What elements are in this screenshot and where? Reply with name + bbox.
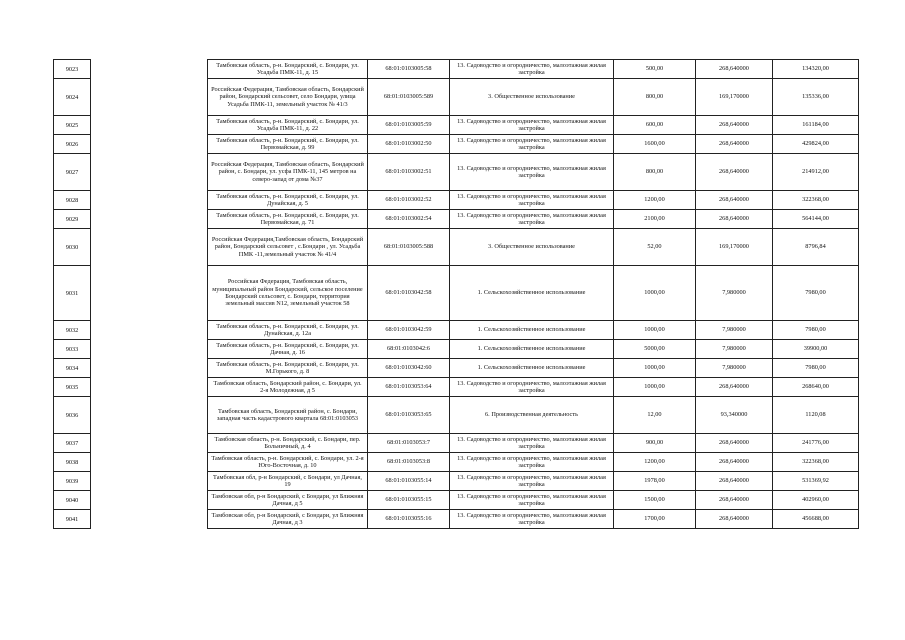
cell-land-use: 13. Садоводство и огородничество, малоэтажная жилая застройка bbox=[450, 154, 614, 191]
cell-cadastral-value: 7980,00 bbox=[773, 359, 859, 378]
cell-cadastral-value: 564144,00 bbox=[773, 210, 859, 229]
cell-rate: 268,640000 bbox=[696, 154, 773, 191]
cell-cadastral-number: 68:01:0103005:589 bbox=[368, 79, 450, 116]
table-row bbox=[208, 266, 859, 321]
cell-cadastral-value: 268640,00 bbox=[773, 378, 859, 397]
cell-cadastral-number: 68:01:0103005:588 bbox=[368, 229, 450, 266]
cell-row-number: 9037 bbox=[54, 434, 91, 453]
cell-area: 800,00 bbox=[614, 154, 696, 191]
cell-area: 1000,00 bbox=[614, 378, 696, 397]
cell-cadastral-value: 7980,00 bbox=[773, 321, 859, 340]
cell-row-number: 9033 bbox=[54, 340, 91, 359]
cell-land-use: 13. Садоводство и огородничество, малоэтажная жилая застройка bbox=[450, 135, 614, 154]
cell-rate: 169,170000 bbox=[696, 229, 773, 266]
cell-row-number: 9031 bbox=[54, 266, 91, 321]
row-number-row bbox=[54, 79, 91, 116]
cell-area: 1200,00 bbox=[614, 453, 696, 472]
cell-address: Тамбовская область, р-н. Бондарский, с. Бондари, ул. Дунайская, д. 5 bbox=[208, 191, 368, 210]
cell-area: 12,00 bbox=[614, 397, 696, 434]
cell-land-use: 6. Производственная деятельность bbox=[450, 397, 614, 434]
cell-cadastral-value: 531369,92 bbox=[773, 472, 859, 491]
cell-rate: 7,980000 bbox=[696, 321, 773, 340]
cell-cadastral-number: 68:01:0103053:8 bbox=[368, 453, 450, 472]
cell-land-use: 3. Общественное использование bbox=[450, 79, 614, 116]
cell-cadastral-value: 322368,00 bbox=[773, 191, 859, 210]
cell-cadastral-value: 161184,00 bbox=[773, 116, 859, 135]
table-row bbox=[208, 79, 859, 116]
table-row bbox=[208, 340, 859, 359]
table-row bbox=[208, 510, 859, 529]
cell-area: 500,00 bbox=[614, 60, 696, 79]
row-number-row bbox=[54, 491, 91, 510]
cell-rate: 268,640000 bbox=[696, 510, 773, 529]
cell-cadastral-value: 241776,00 bbox=[773, 434, 859, 453]
cell-cadastral-value: 214912,00 bbox=[773, 154, 859, 191]
cell-cadastral-value: 322368,00 bbox=[773, 453, 859, 472]
cell-row-number: 9028 bbox=[54, 191, 91, 210]
cell-rate: 7,980000 bbox=[696, 340, 773, 359]
cell-address: Тамбовская область, р-н. Бондарский, с. Бондари, ул. Первомайская, д. 71 bbox=[208, 210, 368, 229]
table-row bbox=[208, 116, 859, 135]
cell-rate: 268,640000 bbox=[696, 135, 773, 154]
table-row bbox=[208, 321, 859, 340]
row-number-row bbox=[54, 397, 91, 434]
cell-area: 800,00 bbox=[614, 79, 696, 116]
cell-land-use: 13. Садоводство и огородничество, малоэтажная жилая застройка bbox=[450, 60, 614, 79]
cell-land-use: 13. Садоводство и огородничество, малоэтажная жилая застройка bbox=[450, 378, 614, 397]
table-row bbox=[208, 135, 859, 154]
cell-address: Тамбовская область, р-н. Бондарский, с. Бондари, ул. М.Горького, д. 8 bbox=[208, 359, 368, 378]
cell-cadastral-number: 68:01:0103042:59 bbox=[368, 321, 450, 340]
row-number-column bbox=[53, 59, 91, 529]
cell-land-use: 13. Садоводство и огородничество, малоэтажная жилая застройка bbox=[450, 210, 614, 229]
cell-land-use: 13. Садоводство и огородничество, малоэтажная жилая застройка bbox=[450, 191, 614, 210]
cell-land-use: 13. Садоводство и огородничество, малоэтажная жилая застройка bbox=[450, 434, 614, 453]
table-row bbox=[208, 397, 859, 434]
cell-area: 1000,00 bbox=[614, 359, 696, 378]
table-row bbox=[208, 472, 859, 491]
cell-land-use: 13. Садоводство и огородничество, малоэтажная жилая застройка bbox=[450, 453, 614, 472]
cell-row-number: 9024 bbox=[54, 79, 91, 116]
cell-cadastral-value: 8796,84 bbox=[773, 229, 859, 266]
row-number-row bbox=[54, 340, 91, 359]
cell-rate: 268,640000 bbox=[696, 491, 773, 510]
table-row bbox=[208, 359, 859, 378]
cell-cadastral-number: 68:01:0103055:15 bbox=[368, 491, 450, 510]
cell-cadastral-value: 402960,00 bbox=[773, 491, 859, 510]
cell-row-number: 9040 bbox=[54, 491, 91, 510]
cell-row-number: 9026 bbox=[54, 135, 91, 154]
cell-address: Тамбовская область, р-н. Бондарский, с. Бондари, ул. Усадьба ПМК-11, д. 15 bbox=[208, 60, 368, 79]
cell-row-number: 9039 bbox=[54, 472, 91, 491]
cell-row-number: 9041 bbox=[54, 510, 91, 529]
cell-rate: 268,640000 bbox=[696, 434, 773, 453]
table-row bbox=[208, 491, 859, 510]
cell-cadastral-value: 7980,00 bbox=[773, 266, 859, 321]
cell-area: 1000,00 bbox=[614, 266, 696, 321]
cell-rate: 268,640000 bbox=[696, 472, 773, 491]
row-number-row bbox=[54, 135, 91, 154]
cell-cadastral-value: 429824,00 bbox=[773, 135, 859, 154]
cell-address: Тамбовская обл, р-н Бондарский, с Бондари, ул Дачная, 19 bbox=[208, 472, 368, 491]
cell-address: Российская Федерация,Тамбовская область, Бондарский район, Бондарский сельсовет , с.Бондари , ул. Усадьба ПМК -11,земельный участок № 41/4 bbox=[208, 229, 368, 266]
row-number-row bbox=[54, 60, 91, 79]
cell-land-use: 1. Сельскохозяйственное использование bbox=[450, 321, 614, 340]
row-number-row bbox=[54, 453, 91, 472]
cell-row-number: 9025 bbox=[54, 116, 91, 135]
cell-area: 2100,00 bbox=[614, 210, 696, 229]
table-row bbox=[208, 434, 859, 453]
cell-address: Российская Федерация, Тамбовская область, муниципальный район Бондарский, сельское поселение Бондарский сельсовет, с. Бондари, территория земельный массив N12, земельный участок 58 bbox=[208, 266, 368, 321]
table-row bbox=[208, 453, 859, 472]
cell-cadastral-number: 68:01:0103002:50 bbox=[368, 135, 450, 154]
cell-cadastral-number: 68:01:0103055:14 bbox=[368, 472, 450, 491]
cell-land-use: 1. Сельскохозяйственное использование bbox=[450, 266, 614, 321]
table-row bbox=[208, 154, 859, 191]
cell-rate: 268,640000 bbox=[696, 210, 773, 229]
cell-area: 52,00 bbox=[614, 229, 696, 266]
table-row bbox=[208, 60, 859, 79]
cell-area: 1978,00 bbox=[614, 472, 696, 491]
cell-row-number: 9036 bbox=[54, 397, 91, 434]
cell-cadastral-value: 135336,00 bbox=[773, 79, 859, 116]
cell-address: Тамбовская обл, р-н Бондарский, с Бондари, ул Ближняя Дачная, д 3 bbox=[208, 510, 368, 529]
cell-cadastral-value: 1120,08 bbox=[773, 397, 859, 434]
land-plots-table bbox=[207, 59, 859, 529]
cell-cadastral-number: 68:01:0103005:59 bbox=[368, 116, 450, 135]
table-row bbox=[208, 210, 859, 229]
cell-land-use: 13. Садоводство и огородничество, малоэтажная жилая застройка bbox=[450, 472, 614, 491]
cell-area: 5000,00 bbox=[614, 340, 696, 359]
cell-rate: 93,340000 bbox=[696, 397, 773, 434]
row-number-row bbox=[54, 229, 91, 266]
cell-row-number: 9023 bbox=[54, 60, 91, 79]
row-number-table bbox=[53, 59, 91, 529]
cell-row-number: 9029 bbox=[54, 210, 91, 229]
cell-address: Тамбовская обл, р-н Бондарский, с Бондари, ул Ближняя Дачная, д 5 bbox=[208, 491, 368, 510]
cell-address: Тамбовская область, р-н. Бондарский, с. Бондари, ул. Дунайская, д. 12а bbox=[208, 321, 368, 340]
cell-address: Тамбовская область, Бондарский район, с. Бондари, ул. 2-я Молодежная, д 5 bbox=[208, 378, 368, 397]
row-number-row bbox=[54, 321, 91, 340]
cell-cadastral-number: 68:01:0103053:64 bbox=[368, 378, 450, 397]
cell-rate: 268,640000 bbox=[696, 191, 773, 210]
row-number-row bbox=[54, 266, 91, 321]
cell-area: 1500,00 bbox=[614, 491, 696, 510]
cell-rate: 169,170000 bbox=[696, 79, 773, 116]
cell-area: 1600,00 bbox=[614, 135, 696, 154]
row-number-row bbox=[54, 154, 91, 191]
row-number-row bbox=[54, 116, 91, 135]
row-number-row bbox=[54, 378, 91, 397]
cell-cadastral-number: 68:01:0103005:58 bbox=[368, 60, 450, 79]
cell-row-number: 9034 bbox=[54, 359, 91, 378]
cell-address: Российская Федерация, Тамбовская область, Бондарский район, Бондарский сельсовет, село Бондари, улица Усадьба ПМК-11, земельный участок № 41/3 bbox=[208, 79, 368, 116]
cell-area: 1700,00 bbox=[614, 510, 696, 529]
cell-cadastral-number: 68:01:0103055:16 bbox=[368, 510, 450, 529]
cell-address: Тамбовская область, р-н. Бондарский, с. Бондари, ул. Первомайская, д. 99 bbox=[208, 135, 368, 154]
cell-area: 600,00 bbox=[614, 116, 696, 135]
row-number-row bbox=[54, 434, 91, 453]
cell-area: 900,00 bbox=[614, 434, 696, 453]
cell-cadastral-number: 68:01:0103042:6 bbox=[368, 340, 450, 359]
row-number-row bbox=[54, 510, 91, 529]
cell-cadastral-number: 68:01:0103002:51 bbox=[368, 154, 450, 191]
cell-rate: 268,640000 bbox=[696, 453, 773, 472]
cell-land-use: 1. Сельскохозяйственное использование bbox=[450, 359, 614, 378]
cell-rate: 268,640000 bbox=[696, 60, 773, 79]
cell-cadastral-number: 68:01:0103042:58 bbox=[368, 266, 450, 321]
cell-cadastral-number: 68:01:0103053:65 bbox=[368, 397, 450, 434]
cell-address: Тамбовская область, р-н. Бондарский, с. Бондари, пер. Больничный, д. 4 bbox=[208, 434, 368, 453]
table-row bbox=[208, 378, 859, 397]
cell-cadastral-number: 68:01:0103002:52 bbox=[368, 191, 450, 210]
row-number-row bbox=[54, 191, 91, 210]
table-row bbox=[208, 229, 859, 266]
cell-address: Тамбовская область, р-н. Бондарский, с. Бондари, ул. Дачная, д. 16 bbox=[208, 340, 368, 359]
row-number-row bbox=[54, 359, 91, 378]
cell-rate: 7,980000 bbox=[696, 359, 773, 378]
cell-rate: 268,640000 bbox=[696, 116, 773, 135]
cell-rate: 7,980000 bbox=[696, 266, 773, 321]
cell-row-number: 9030 bbox=[54, 229, 91, 266]
cell-address: Тамбовская область, р-н. Бондарский, с. Бондари, ул. Усадьба ПМК-11, д. 22 bbox=[208, 116, 368, 135]
cell-cadastral-number: 68:01:0103053:7 bbox=[368, 434, 450, 453]
cell-row-number: 9032 bbox=[54, 321, 91, 340]
cell-cadastral-value: 456688,00 bbox=[773, 510, 859, 529]
cell-cadastral-value: 134320,00 bbox=[773, 60, 859, 79]
cell-area: 1000,00 bbox=[614, 321, 696, 340]
cell-row-number: 9038 bbox=[54, 453, 91, 472]
row-number-row bbox=[54, 472, 91, 491]
cell-cadastral-number: 68:01:0103002:54 bbox=[368, 210, 450, 229]
cell-row-number: 9035 bbox=[54, 378, 91, 397]
cell-address: Тамбовская область, р-н. Бондарский, с. Бондари, ул. 2-я Юго-Восточная, д. 10 bbox=[208, 453, 368, 472]
cell-rate: 268,640000 bbox=[696, 378, 773, 397]
cell-area: 1200,00 bbox=[614, 191, 696, 210]
cell-cadastral-value: 39900,00 bbox=[773, 340, 859, 359]
cell-row-number: 9027 bbox=[54, 154, 91, 191]
cell-land-use: 1. Сельскохозяйственное использование bbox=[450, 340, 614, 359]
cell-address: Российская Федерация, Тамбовская область, Бондарский район, с. Бондари, ул. усфа ПМК-11, 145 метров на северо-запад от дома №37 bbox=[208, 154, 368, 191]
cell-address: Тамбовская область, Бондарский район, с. Бондари, западная часть кадастрового квартала 68:01:0103053 bbox=[208, 397, 368, 434]
table-row bbox=[208, 191, 859, 210]
row-number-row bbox=[54, 210, 91, 229]
cell-land-use: 3. Общественное использование bbox=[450, 229, 614, 266]
cell-land-use: 13. Садоводство и огородничество, малоэтажная жилая застройка bbox=[450, 510, 614, 529]
cell-cadastral-number: 68:01:0103042:60 bbox=[368, 359, 450, 378]
cell-land-use: 13. Садоводство и огородничество, малоэтажная жилая застройка bbox=[450, 116, 614, 135]
cell-land-use: 13. Садоводство и огородничество, малоэтажная жилая застройка bbox=[450, 491, 614, 510]
